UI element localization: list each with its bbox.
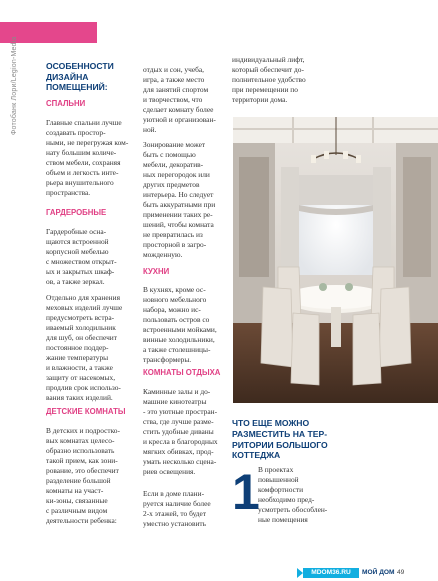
wardrobes-text: Гардеробные осна- щаются встроенной корпусной мебелью с множеством открыт- ых и закрытых шкаф- ов, а также зеркал. (46, 227, 117, 286)
rest-rooms-text: Каминные залы и до- машние кинотеатры - это уютные простран- ства, где лучше разме- стить удобные диваны и кресла в благородных мягких обивках, прод- умать несколько сцена- риев освещения. (143, 387, 218, 476)
fur-storage-text: Отдельно для хранения меховых изделий лучше предусмотреть встра- иваемый холодильник для шуб, он обеспечит постоянное поддер- жание температуры и влажности, а также защиту от насекомых, продлив срок использо- вания таких изделий. (46, 293, 123, 402)
cottage-text: В проектах повышенной комфортности необходимо пред- усмотреть обособлен- ные помещения (258, 465, 328, 524)
kids-continued-text: отдых и сон, учеба, игра, а также место для занятий спортом и творчеством, что сделает комнату более уютной и организован- ной. (143, 65, 216, 134)
cottage-heading: ЧТО ЕЩЕ МОЖНО РАЗМЕСТИТЬ НА ТЕР- РИТОРИИ БОЛЬШОГО КОТТЕДЖА (232, 418, 328, 461)
website-link[interactable]: MDOM36.RU (303, 568, 359, 578)
zoning-text: Зонирование может быть с помощью мебели, декоратив- ных перегородок или других предметов интерьера. Но следует быть аккуратными при применении таких ре- шений, чтобы комната не превратилась из просторной в загро- можденную. (143, 140, 216, 259)
kids-rooms-text: В детских и подростко- вых комнатах целесо- образно использовать такой прием, как зони- рование, это обеспечит разделение большой комнаты на участ- ки-зоны, связанные с различным видом деятельности ребенка: (46, 426, 120, 525)
main-heading: ОСОБЕННОСТИ ДИЗАЙНА ПОМЕЩЕНИЙ: (46, 61, 114, 92)
elevator-text: индивидуальный лифт, который обеспечит до- полнительное удобство при перемещении по территории дома. (232, 55, 306, 104)
bedrooms-title: СПАЛЬНИ (46, 99, 86, 108)
page-number: 49 (397, 569, 405, 576)
dining-room-photo (233, 117, 438, 403)
rest-rooms-title: КОМНАТЫ ОТДЫХА (143, 368, 221, 377)
section-number: 1 (232, 464, 260, 520)
kids-rooms-title: ДЕТСКИЕ КОМНАТЫ (46, 407, 126, 416)
kitchens-title: КУХНИ (143, 267, 170, 276)
floors-text: Если в доме плани- руется наличие более 2-х этажей, то будет уместно установить (143, 489, 211, 528)
photo-credit: Фотобанк Лори/Legion-Media (11, 36, 18, 135)
bedrooms-text: Главные спальни лучше создавать простор- ными, не перегружая ком- нату большим количе- ством мебели, сохраняя объем и легкость инте- рьера внушительного пространства. (46, 118, 129, 197)
magazine-brand: МОЙ ДОМ (362, 569, 395, 576)
kitchens-text: В кухнях, кроме ос- новного мебельного набора, можно ис- пользовать остров со встроенными мойками, винные холодильники, а также столешницы- трансформеры. (143, 285, 217, 364)
wardrobes-title: ГАРДЕРОБНЫЕ (46, 208, 107, 217)
